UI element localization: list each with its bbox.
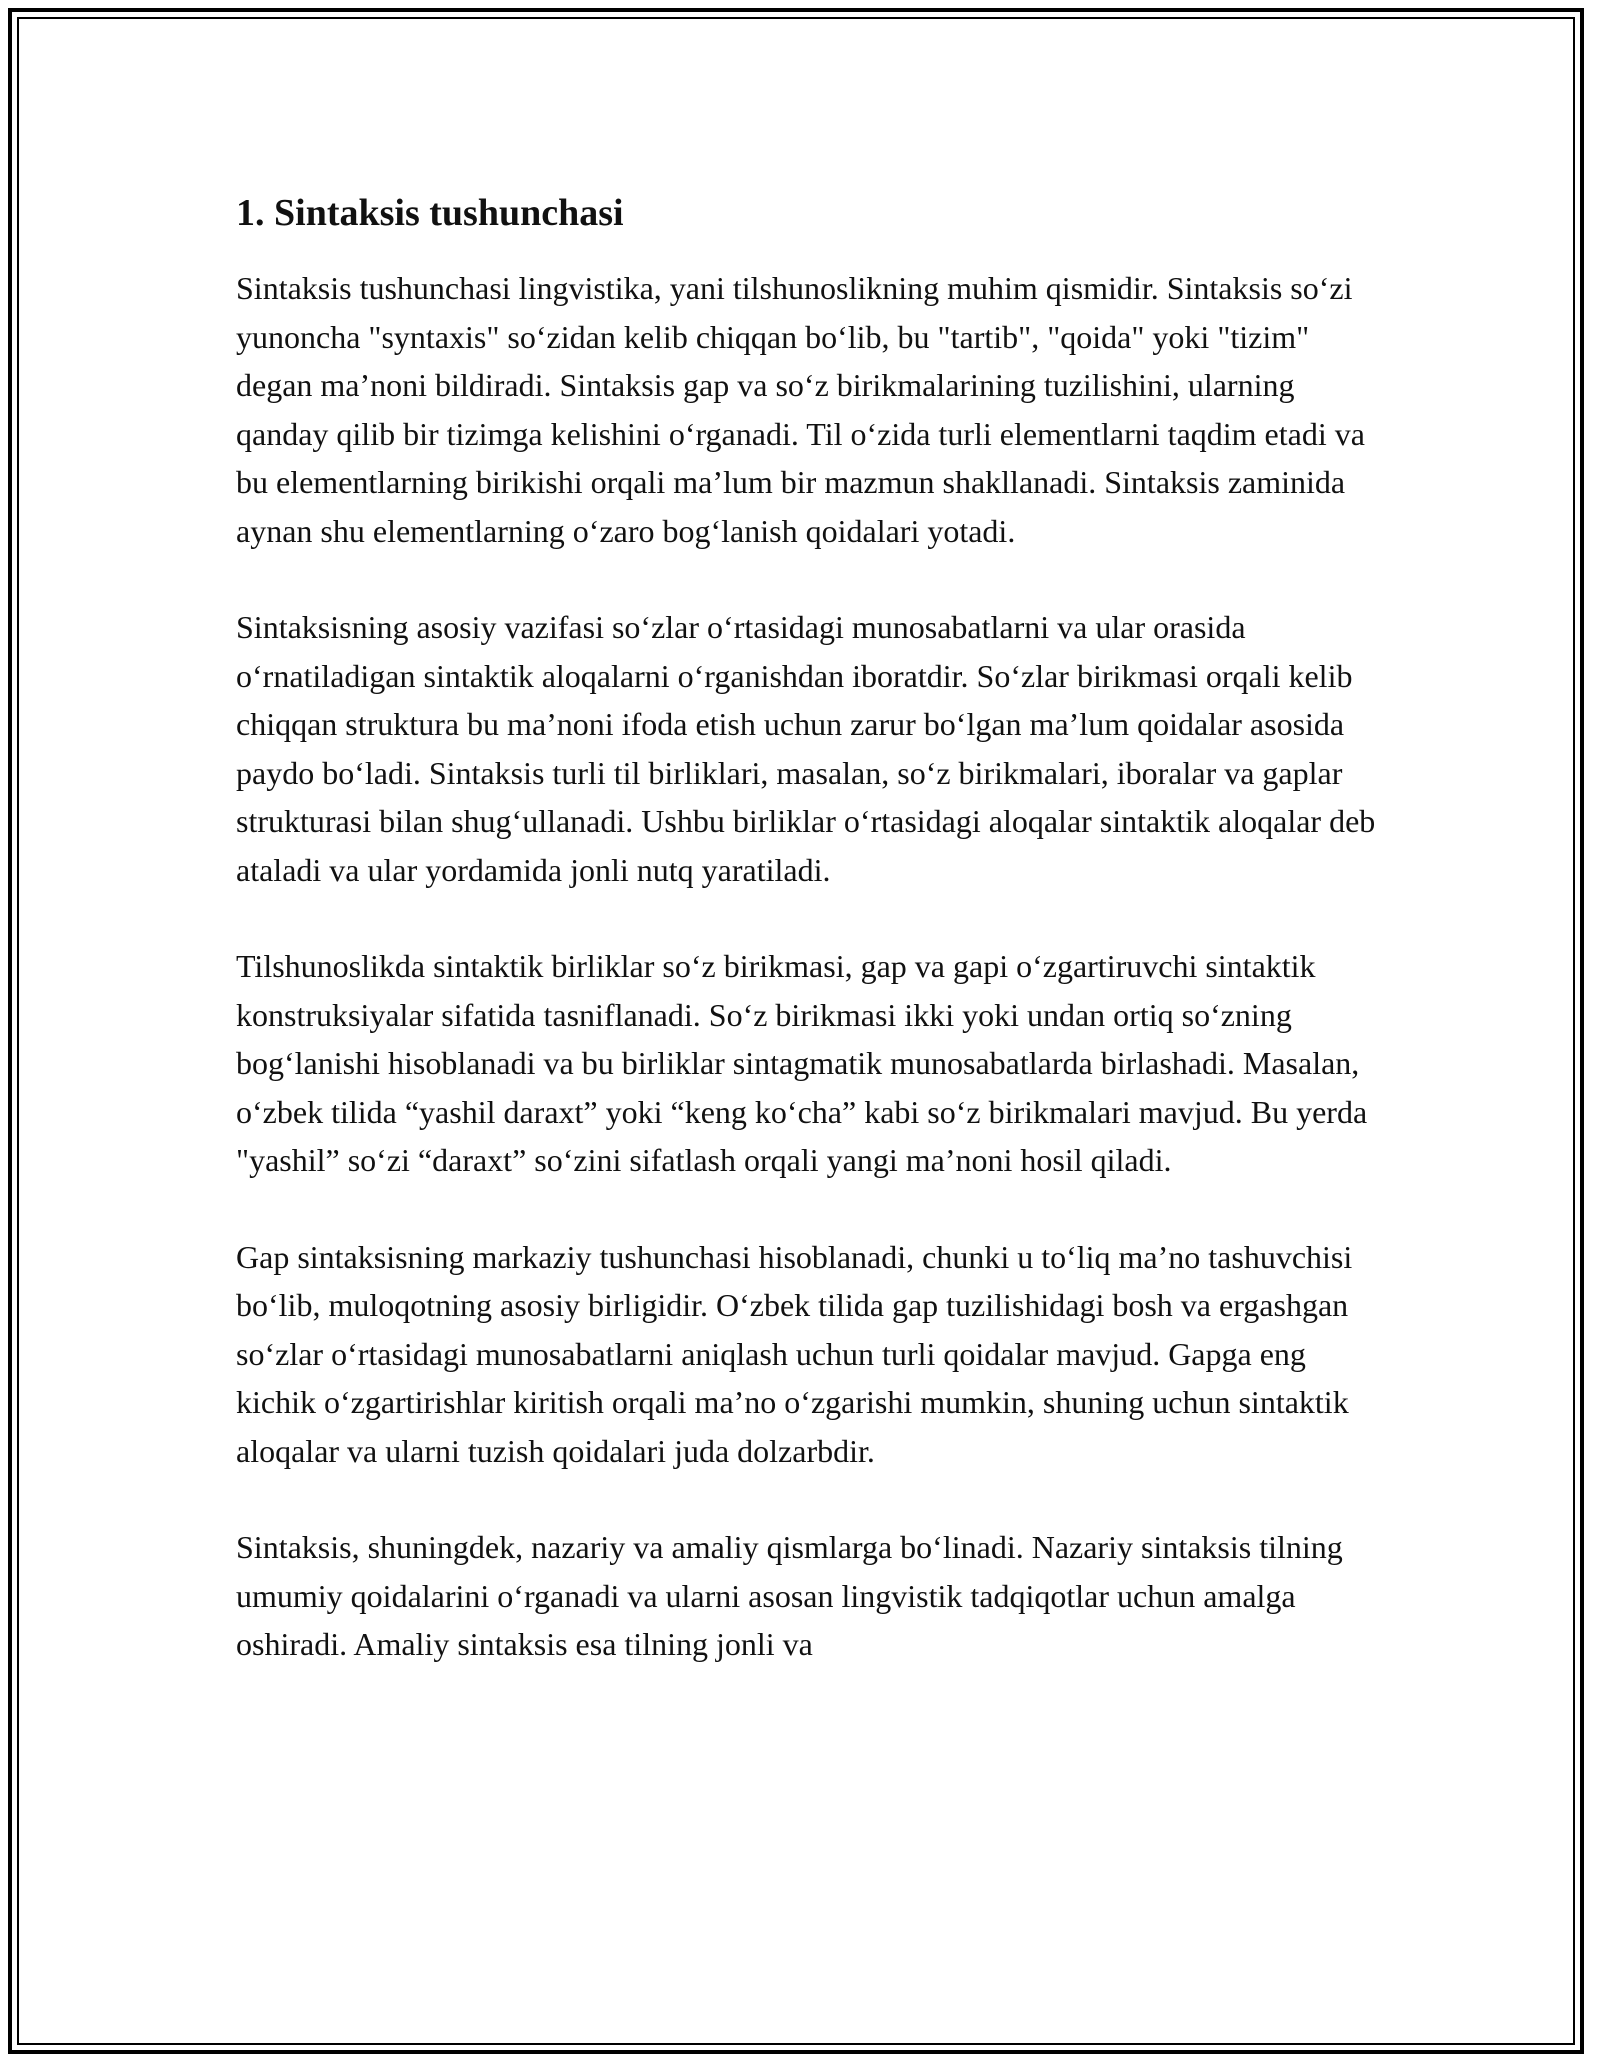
paragraph-3: Tilshunoslikda sintaktik birliklar so‘z birikmasi, gap va gapi o‘zgartiruvchi sintaktik konstruksiyalar sifatida tasniflanadi. So‘z birikmasi ikki yoki undan ortiq so‘zning bog‘lanishi hisoblanadi va bu birliklar sintagmatik munosabatlarda birlashadi. Masalan, o‘zbek tilida “yashil daraxt” yoki “keng ko‘cha” kabi so‘z birikmalari mavjud. Bu yerda "yashil” so‘zi “daraxt” so‘zini sifatlash orqali yangi ma’noni hosil qiladi. [236,948,1368,1178]
section-heading: 1. Sintaksis tushunchasi [236,192,624,234]
document-body [236,186,1376,1717]
paragraph-5: Sintaksis, shuningdek, nazariy va amaliy qismlarga bo‘linadi. Nazariy sintaksis tilning umumiy qoidalarini o‘rganadi va ularni asosan lingvistik tadqiqotlar uchun amalga oshiradi. Amaliy sintaksis esa tilning jonli va [236,1529,1343,1662]
paragraph-2: Sintaksisning asosiy vazifasi so‘zlar o‘rtasidagi munosabatlarni va ular orasida o‘rnatiladigan sintaktik aloqalarni o‘rganishdan iboratdir. So‘zlar birikmasi orqali kelib chiqqan struktura bu ma’noni ifoda etish uchun zarur bo‘lgan ma’lum qoidalar asosida paydo bo‘ladi. Sintaksis turli til birliklari, masalan, so‘z birikmalari, iboralar va gaplar strukturasi bilan shug‘ullanadi. Ushbu birliklar o‘rtasidagi aloqalar sintaktik aloqalar deb ataladi va ular yordamida jonli nutq yaratiladi. [236,609,1376,888]
paragraph-4: Gap sintaksisning markaziy tushunchasi hisoblanadi, chunki u to‘liq ma’no tashuvchisi bo‘lib, muloqotning asosiy birligidir. O‘zbek tilida gap tuzilishidagi bosh va ergashgan so‘zlar o‘rtasidagi munosabatlarni aniqlash uchun turli qoidalar mavjud. Gapga eng kichik o‘zgartirishlar kiritish orqali ma’no o‘zgarishi mumkin, shuning uchun sintaktik aloqalar va ularni tuzish qoidalari juda dolzarbdir. [236,1238,1353,1469]
paragraph-1: Sintaksis tushunchasi lingvistika, yani tilshunoslikning muhim qismidir. Sintaksis so‘zi yunoncha "syntaxis" so‘zidan kelib chiqqan bo‘lib, bu "tartib", "qoida" yoki "tizim" degan ma’noni bildiradi. Sintaksis gap va so‘z birikmalarining tuzilishini, ularning qanday qilib bir tizimga kelishini o‘rganadi. Til o‘zida turli elementlarni taqdim etadi va bu elementlarning birikishi orqali ma’lum bir mazmun shakllanadi. Sintaksis zaminida aynan shu elementlarning o‘zaro bog‘lanish qoidalari yotadi. [236,270,1365,549]
